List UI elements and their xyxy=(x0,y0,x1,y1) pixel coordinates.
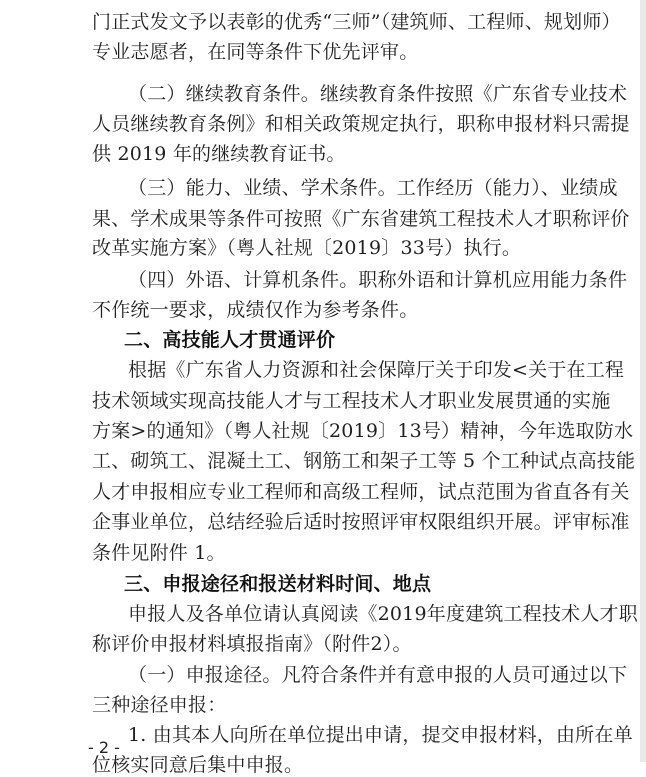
text-line: 1. 由其本人向所在单位提出申请，提交申报材料，由所在单 xyxy=(128,724,633,746)
text-line: 果、学术成果等条件可按照《广东省建筑工程技术人才职称评价 xyxy=(92,208,630,230)
text-line: 人才申报相应专业工程师和高级工程师，试点范围为省直各有关 xyxy=(92,481,630,503)
section-heading-2: 二、高技能人才贯通评价 xyxy=(124,329,336,351)
page-edge xyxy=(640,0,646,762)
text-line: 改革实施方案》（粤人社规〔2019〕33号）执行。 xyxy=(92,237,522,259)
text-line: 门正式发文予以表彰的优秀“三师”（建筑师、工程师、规划师） xyxy=(92,11,621,33)
text-line: 人员继续教育条例》和相关政策规定执行，职称申报材料只需提 xyxy=(92,113,630,135)
text-line: 工、砌筑工、混凝土工、钢筋工和架子工等 5 个工种试点高技能 xyxy=(92,450,636,472)
text-line: 称评价申报材料填报指南》（附件2）。 xyxy=(92,633,412,655)
text-line: 三种途径申报： xyxy=(92,694,227,716)
text-line: （二）继续教育条件。继续教育条件按照《广东省专业技术 xyxy=(128,83,628,105)
text-line: 条件见附件 1。 xyxy=(92,542,226,564)
section-heading-3: 三、申报途径和报送材料时间、地点 xyxy=(124,573,432,595)
text-line: （一）申报途径。凡符合条件并有意申报的人员可通过以下 xyxy=(128,664,628,686)
text-line: 企事业单位，总结经验后适时按照评审权限组织开展。评审标准 xyxy=(92,511,630,533)
text-line: （四）外语、计算机条件。职称外语和计算机应用能力条件 xyxy=(128,269,628,291)
text-line: （三）能力、业绩、学术条件。工作经历（能力）、业绩成 xyxy=(128,177,618,199)
text-line: 申报人及各单位请认真阅读《2019年度建筑工程技术人才职 xyxy=(128,603,638,625)
page-number: - 2 - xyxy=(88,738,120,757)
text-line: 位核实同意后集中申报。 xyxy=(92,754,304,776)
text-line: 供 2019 年的继续教育证书。 xyxy=(92,143,346,165)
text-line: 专业志愿者，在同等条件下优先评审。 xyxy=(92,41,419,63)
text-line: 根据《广东省人力资源和社会保障厅关于印发<关于在工程 xyxy=(128,359,625,381)
text-line: 技术领域实现高技能人才与工程技术人才职业发展贯通的实施 xyxy=(92,390,611,412)
text-line: 不作统一要求，成绩仅作为参考条件。 xyxy=(92,299,419,321)
text-line: 方案>的通知》（粤人社规〔2019〕13号）精神，今年选取防水 xyxy=(92,420,634,442)
